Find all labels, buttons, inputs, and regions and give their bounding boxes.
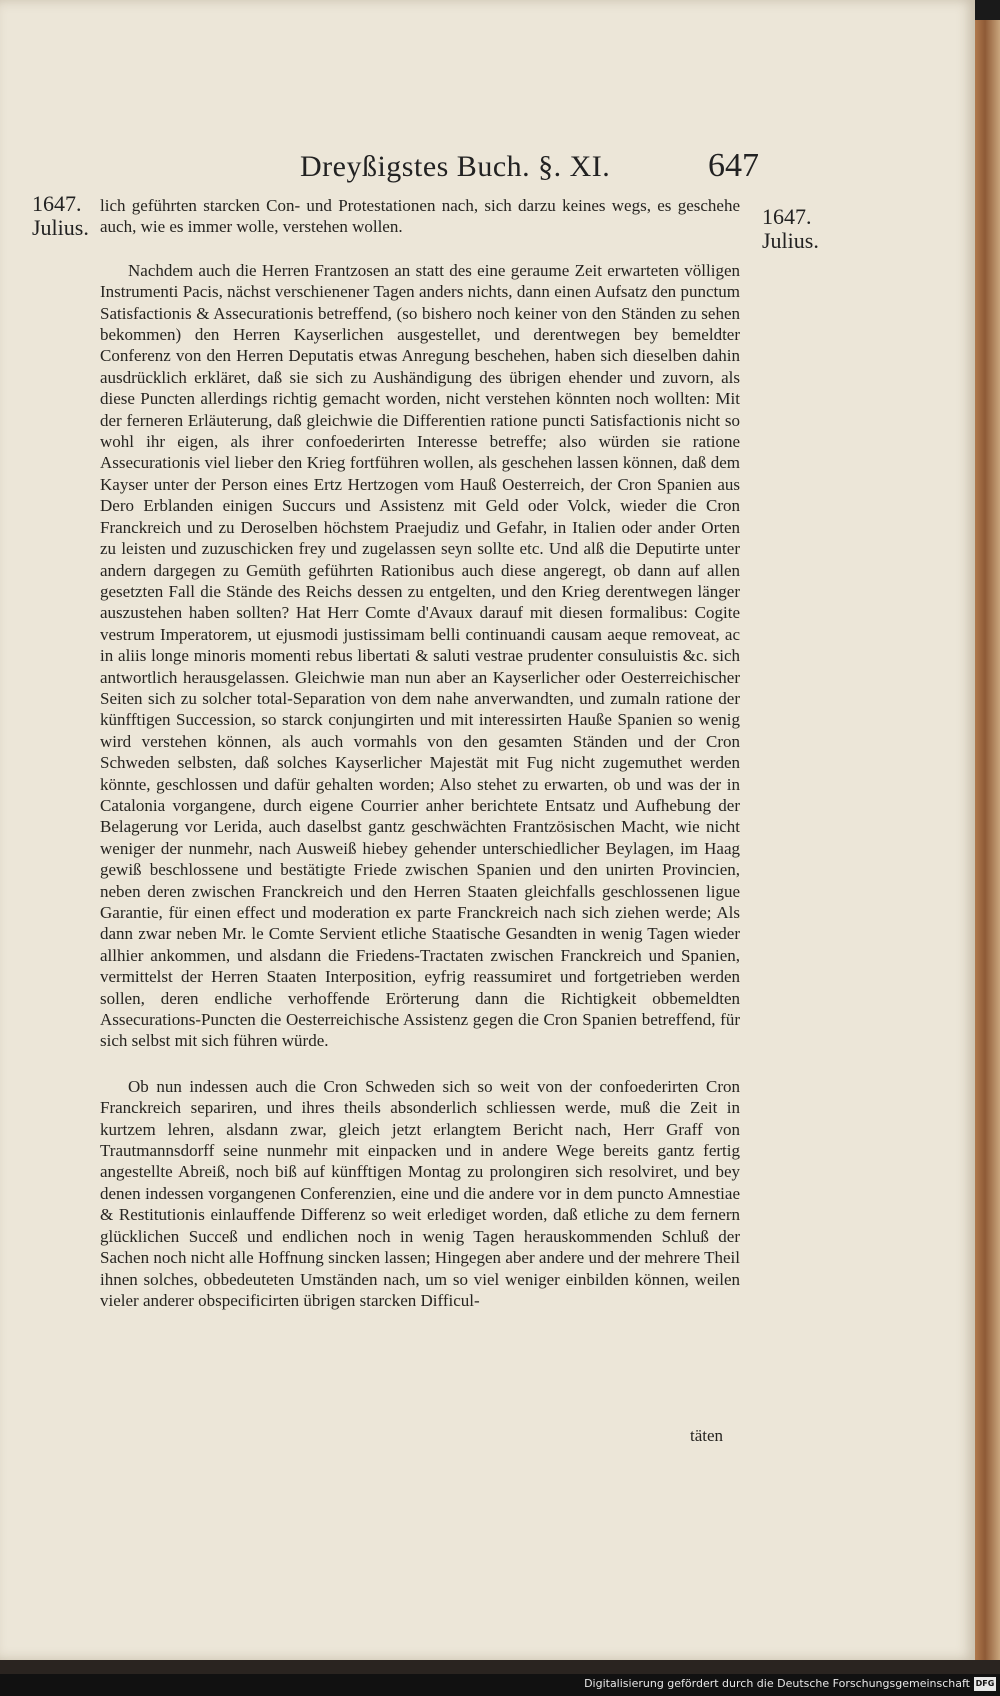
right-margin-year: 1647. — [762, 204, 812, 229]
left-margin-month: Julius. — [32, 215, 89, 240]
right-margin-note — [762, 205, 819, 253]
paragraph-continuation: lich geführten starcken Con- und Protestationen nach, sich darzu keines wegs, es geschehe auch, wie es immer wolle, verstehen wollen. — [100, 196, 740, 237]
page-edge — [975, 20, 1000, 1660]
body-text — [100, 195, 740, 1311]
left-margin-year: 1647. — [32, 191, 82, 216]
catchword: täten — [690, 1426, 724, 1445]
book-bottom — [0, 1660, 1000, 1674]
dfg-logo: DFG — [974, 1677, 996, 1691]
page-number: 647 — [708, 147, 759, 184]
right-margin-month: Julius. — [762, 228, 819, 253]
paragraph-swedish-crown: Ob nun indessen auch die Cron Schweden sich so weit von der confoederirten Cron Franckreich separiren, und ihres theils absonderlich schliessen werde, muß die Zeit in kurtzem lehren, alsdann zwar, gleich jetzt erlangtem Bericht nach, Herr Graff von Trautmannsdorff seine nunmehr mit einpacken und in andere Wege bereits gantz fertig angestellte Abreiß, noch biß auf künfftigen Montag zu prolongiren sich resolviret, und bey denen indessen vorgangenen Conferenzien, eine und die andere vor in dem puncto Amnestiae & Restitutionis einlauffende Differenz so weit erlediget worden, daß etliche zu dem fernern glücklichen Succeß und endlichen noch in wenig Tagen herauskommenden Schluß der Sachen noch nicht alle Hoffnung sincken lassen; Hingegen aber andere und der mehrere Theil ihnen solches, obbedeuteten Umständen nach, um so viel weniger einbilden können, weilen vieler anderer obspecificirten übrigen starcken Difficul- — [100, 1076, 740, 1310]
running-head: Dreyßigstes Buch. §. XI. — [300, 150, 611, 183]
left-margin-note — [32, 192, 89, 240]
footer-credit: Digitalisierung gefördert durch die Deutsche Forschungsgemeinschaft — [584, 1677, 970, 1690]
paragraph-french-demands: Nachdem auch die Herren Frantzosen an statt des eine geraume Zeit erwarteten völligen Instrumenti Pacis, nächst verschienener Tagen anders nichts, dann einen Aufsatz den punctum Satisfactionis & Assecurationis betreffend, (so bishero noch keiner von den Ständen zu sehen bekommen) den Herren Kayserlichen ausgestellet, und derentwegen bey bemeldter Conferenz von den Herren Deputatis etwas Anregung beschehen, haben sich dieselben dahin ausdrücklich erkläret, daß sie sich zu Aushändigung des übrigen ehender und zuvorn, als diese Puncten allerdings richtig gemacht worden, nicht verstehen könnten noch wollten: Mit der ferneren Erläuterung, daß gleichwie die Differentien ratione puncti Satisfactionis nicht so wohl ihr eigen, als ihrer confoederirten Interesse betreffe; also würden sie ratione Assecurationis viel lieber den Krieg fortführen wollen, als geschehen lassen können, daß dem Kayser unter der Person eines Ertz Hertzogen vom Hauß Oesterreich, der Cron Spanien aus Dero Erblanden einigen Succurs und Assistenz mit Geld oder Volck, wieder die Cron Franckreich und zu Deroselben höchstem Praejudiz und Gefahr, in Italien oder ander Orten zu leisten und zuzuschicken frey und zugelassen seyn sollte etc. Und alß die Deputirte unter andern dargegen zu Gemüth geführten Rationibus auch diese angeregt, ob dann auf allen gesetzten Fall die Stände des Reichs dessen zu entgelten, und den Krieg derentwegen länger auszustehen haben sollten? Hat Herr Comte d'Avaux darauf mit diesen formalibus: Cogite vestrum Imperatorem, ut ejusmodi justissimam belli continuandi causam aeque removeat, ac in aliis longe minoris momenti rebus libertati & saluti vestrae prudenter consuluistis &c. sich antwortlich herausgelassen. Gleichwie man nun aber an Kayserlicher oder Oesterreichischer Seiten sich zu solcher total-Separation von dem nahe anverwandten, und zumaln ratione der künfftigen Succession, so starck conjungirten und mit interessirten Hauße Spanien so wenig wird verstehen können, als auch vormahls von den gesamten Ständen und der Cron Schweden selbsten, daß solches Kayserlicher Majestät mit Fug nicht zugemuthet werden könnte, geschlossen und dafür gehalten worden; Also stehet zu erwarten, ob und was der in Catalonia vorgangene, durch eigene Courrier anher berichtete Entsatz und Aufhebung der Belagerung vor Lerida, auch daselbst gantz geschwächten Frantzösischen Macht, wie nicht weniger der nunmehr, nach Ausweiß hiebey gehender unterschiedlicher Beylagen, im Haag gewiß beschlossene und bestätigte Friede zwischen Spanien und den unirten Provincien, neben deren zwischen Franckreich und den Herren Staaten gleichfalls geschlossenen ligue Garantie, für einen effect und moderation ex parte Franckreich nach sich ziehen werde; Als dann zwar neben Mr. le Comte Servient etliche Staatische Gesandten in wenig Tagen wieder allhier ankommen, und alsdann die Friedens-Tractaten zwischen Franckreich und Spanien, vermittelst der Herren Staaten Interposition, eyfrig reassumiret und fortgetrieben werden sollen, deren endliche verhoffende Erörterung dann die Richtigkeit obbemeldten Assecurations-Puncten die Oesterreichische Assistenz gegen die Cron Spanien betreffend, für sich selbst mit sich führen würde. — [100, 260, 740, 1051]
